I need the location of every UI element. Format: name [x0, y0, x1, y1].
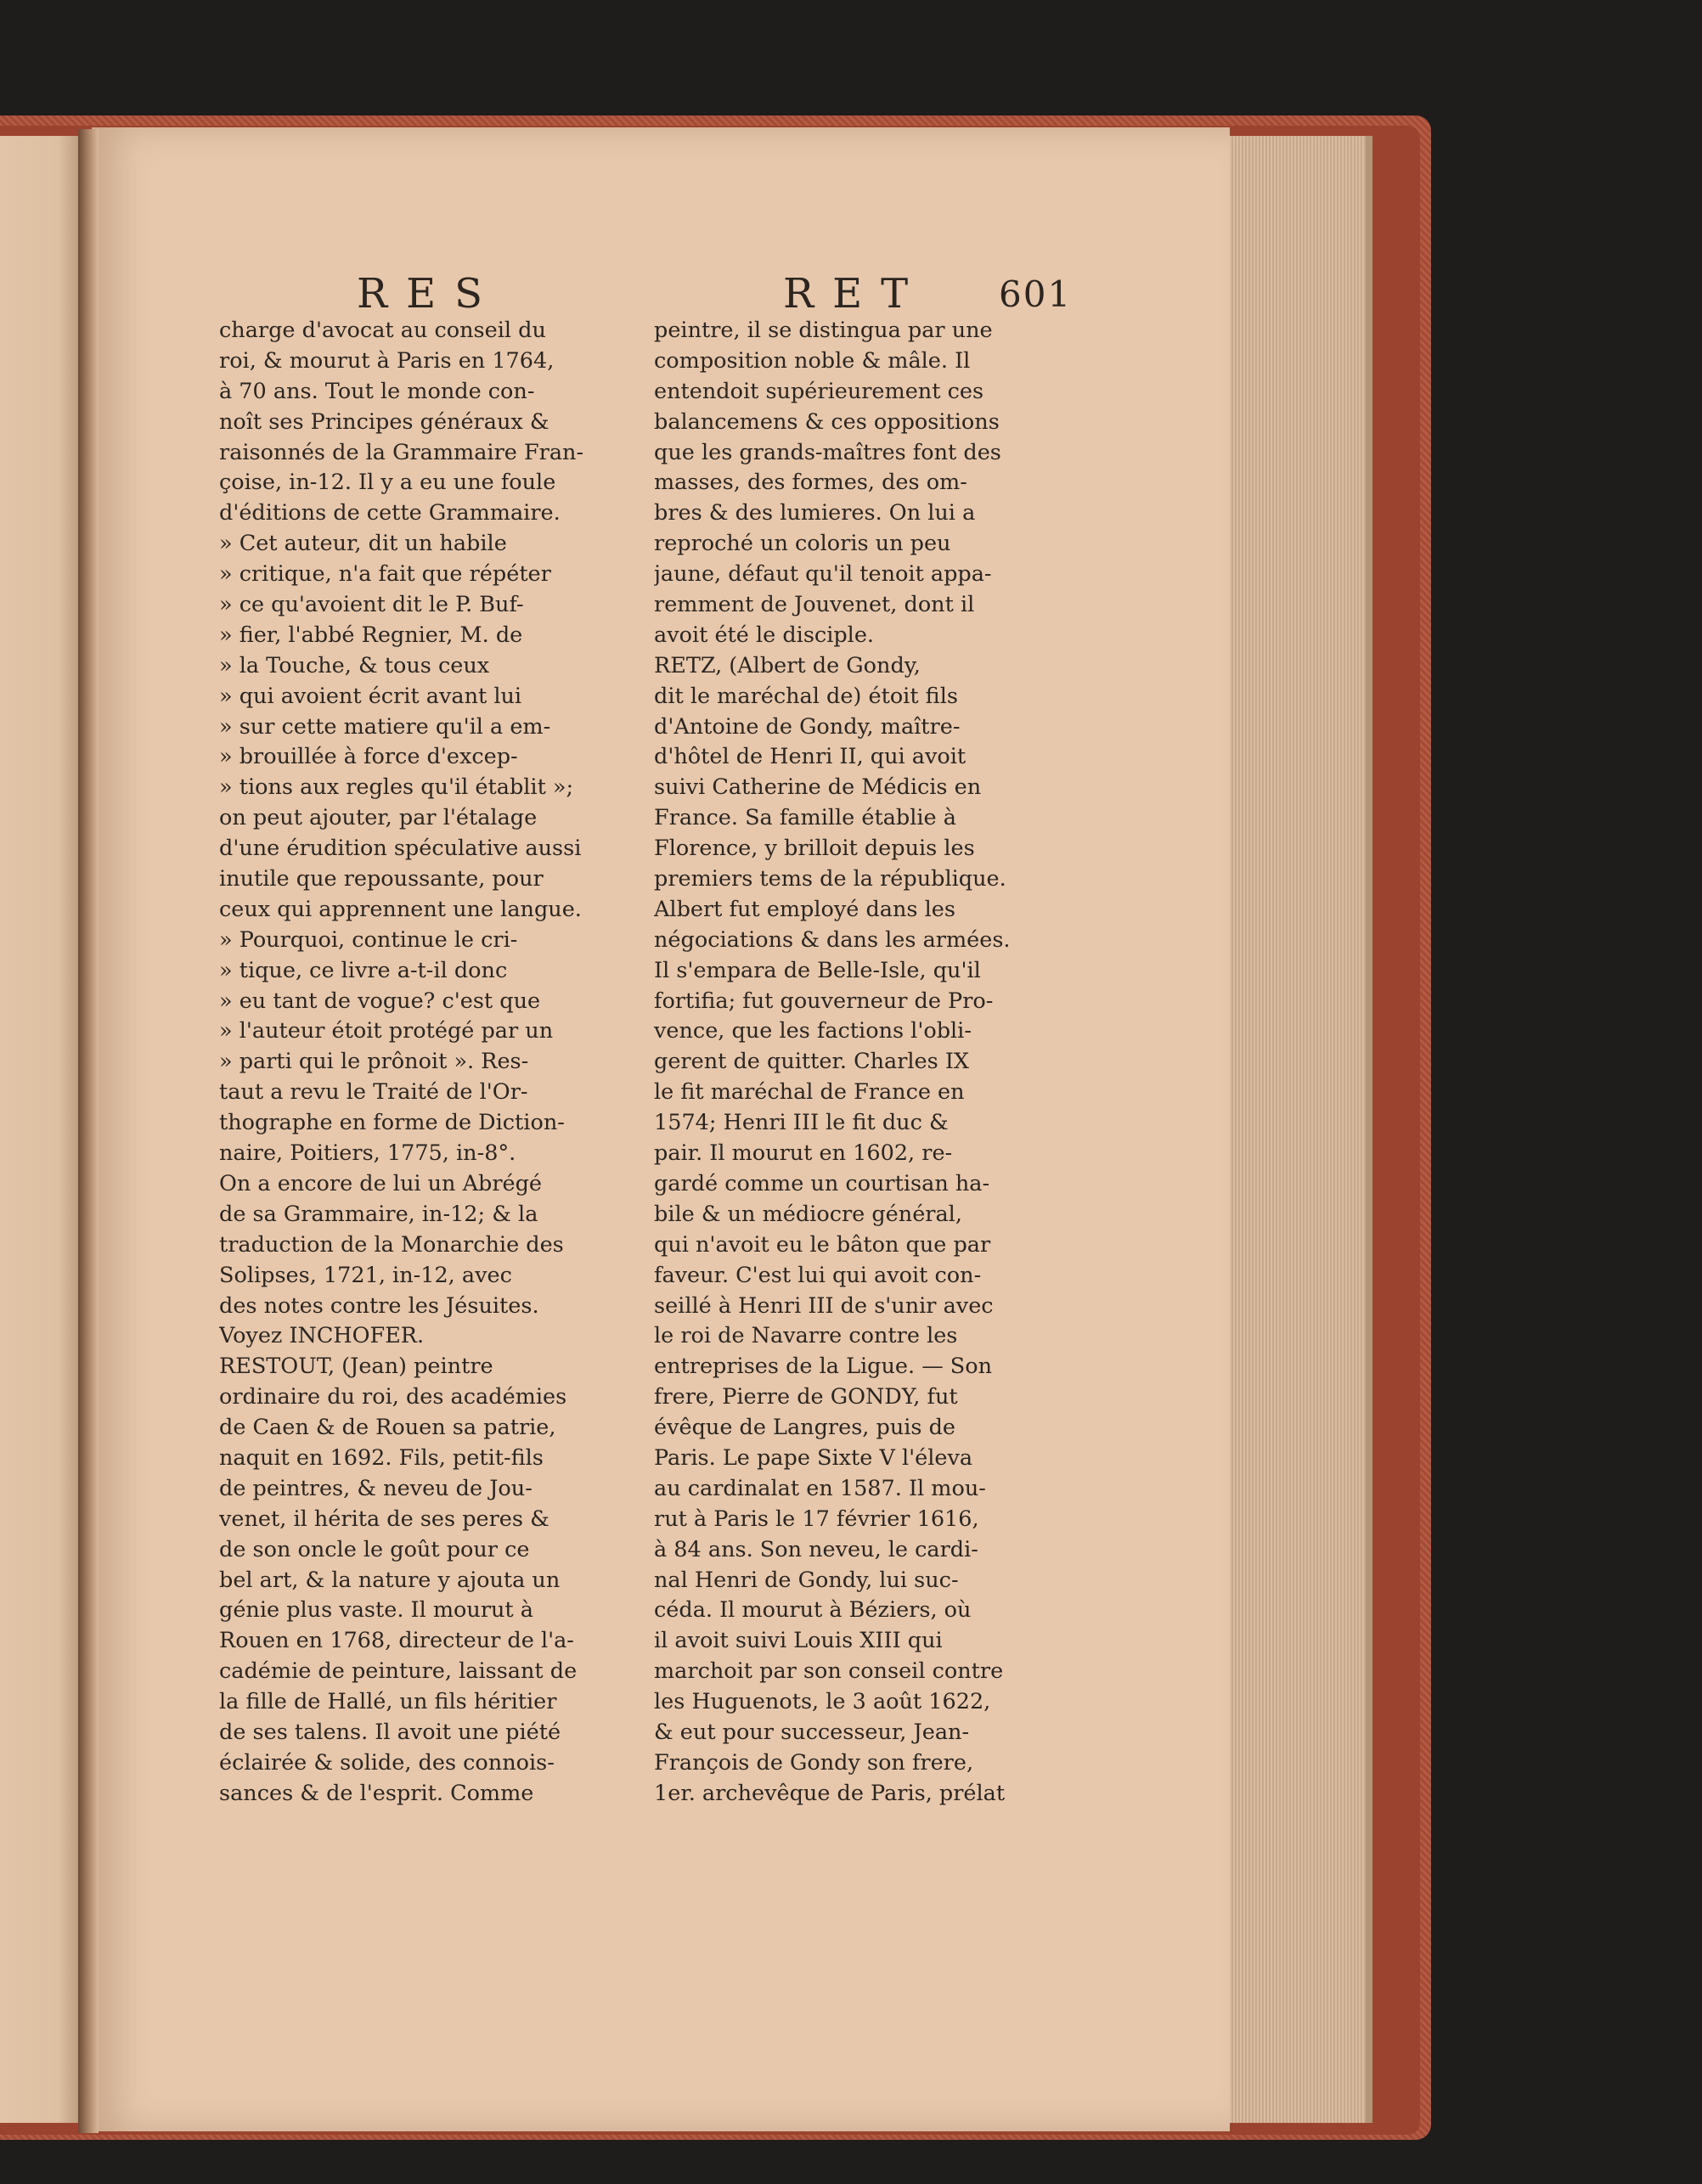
text-line: raisonnés de la Grammaire Fran-	[219, 439, 584, 465]
text-line: naire, Poitiers, 1775, in-8°.	[219, 1140, 516, 1167]
text-line: céda. Il mourut à Béziers, où	[654, 1597, 972, 1624]
text-line: Florence, y brilloit depuis les	[654, 836, 975, 862]
right-text-column	[654, 316, 1070, 1810]
text-line: à 84 ans. Son neveu, le cardi-	[654, 1536, 978, 1562]
text-line: rut à Paris le 17 février 1616,	[654, 1506, 979, 1532]
text-line: cadémie de peinture, laissant de	[219, 1658, 578, 1685]
left-page-edge	[0, 136, 83, 2123]
text-line: » critique, n'a fait que répéter	[219, 561, 551, 588]
left-text-column	[219, 316, 644, 1810]
text-line: bel art, & la nature y ajouta un	[219, 1567, 561, 1593]
text-line: » fier, l'abbé Regnier, M. de	[219, 622, 523, 648]
text-line: » ce qu'avoient dit le P. Buf-	[219, 592, 524, 618]
text-line: de peintres, & neveu de Jou-	[219, 1475, 533, 1501]
text-line: On a encore de lui un Abrégé	[219, 1170, 543, 1196]
text-line: fortifia; fut gouverneur de Pro-	[654, 988, 994, 1014]
text-line: négociations & dans les armées.	[654, 926, 1011, 953]
text-line: charge d'avocat au conseil du	[219, 318, 546, 343]
text-line: 1er. archevêque de Paris, prélat	[654, 1780, 1006, 1806]
text-line: » brouillée à force d'excep-	[219, 744, 518, 770]
text-line: faveur. C'est lui qui avoit con-	[654, 1262, 982, 1288]
text-line: entreprises de la Ligue. — Son	[654, 1354, 993, 1380]
text-line: les Huguenots, le 3 août 1622,	[654, 1689, 991, 1715]
text-line: nal Henri de Gondy, lui suc-	[654, 1567, 959, 1593]
text-line: France. Sa famille établie à	[654, 805, 956, 831]
text-line: Voyez INCHOFER.	[219, 1323, 425, 1349]
page-number: 601	[999, 273, 1073, 315]
text-line: & eut pour successeur, Jean-	[654, 1719, 970, 1745]
running-head-right: RET	[783, 270, 927, 318]
text-line: d'une érudition spéculative aussi	[219, 836, 582, 862]
text-line: jaune, défaut qu'il tenoit appa-	[654, 561, 992, 588]
text-line: que les grands-maîtres font des	[654, 439, 1001, 465]
text-line: balancemens & ces oppositions	[654, 408, 1000, 435]
text-line: » sur cette matiere qu'il a em-	[219, 713, 551, 740]
text-line: frere, Pierre de GONDY, fut	[654, 1384, 958, 1410]
text-line: gardé comme un courtisan ha-	[654, 1170, 990, 1196]
text-line: pair. Il mourut en 1602, re-	[654, 1140, 953, 1167]
text-line: d'hôtel de Henri II, qui avoit	[654, 744, 967, 770]
text-line: » qui avoient écrit avant lui	[219, 683, 522, 709]
text-line: génie plus vaste. Il mourut à	[219, 1597, 533, 1624]
text-line: masses, des formes, des om-	[654, 470, 967, 496]
text-line: noît ses Principes généraux &	[219, 408, 549, 435]
text-line: la fille de Hallé, un fils héritier	[219, 1689, 557, 1715]
text-line: RESTOUT, (Jean) peintre	[219, 1354, 493, 1380]
text-line: Solipses, 1721, in-12, avec	[219, 1262, 512, 1288]
text-line: vence, que les factions l'obli-	[654, 1018, 972, 1044]
text-line: premiers tems de la république.	[654, 866, 1006, 892]
text-line: reproché un coloris un peu	[654, 531, 951, 557]
running-head-left: RES	[357, 270, 502, 318]
text-line: remment de Jouvenet, dont il	[654, 592, 975, 618]
text-line: il avoit suivi Louis XIII qui	[654, 1628, 943, 1654]
text-line: à 70 ans. Tout le monde con-	[219, 378, 535, 404]
text-line: d'Antoine de Gondy, maître-	[654, 713, 961, 740]
text-line: RETZ, (Albert de Gondy,	[654, 652, 921, 678]
text-line: d'éditions de cette Grammaire.	[219, 500, 561, 526]
text-line: roi, & mourut à Paris en 1764,	[219, 347, 555, 374]
text-line: marchoit par son conseil contre	[654, 1658, 1004, 1685]
book-gutter	[78, 129, 99, 2133]
text-line: inutile que repoussante, pour	[219, 866, 544, 892]
text-line: » Pourquoi, continue le cri-	[219, 926, 518, 953]
text-line: ordinaire du roi, des académies	[219, 1384, 567, 1410]
text-line: de ses talens. Il avoit une piété	[219, 1719, 561, 1745]
text-line: » parti qui le prônoit ». Res-	[219, 1049, 529, 1075]
text-line: » Cet auteur, dit un habile	[219, 531, 507, 557]
text-line: François de Gondy son frere,	[654, 1749, 974, 1776]
text-line: évêque de Langres, puis de	[654, 1415, 956, 1441]
text-line: Paris. Le pape Sixte V l'éleva	[654, 1444, 973, 1471]
text-line: le roi de Navarre contre les	[654, 1323, 958, 1349]
text-line: » tions aux regles qu'il établit »;	[219, 774, 574, 801]
fore-edge-page-block	[1230, 136, 1372, 2123]
text-line: taut a revu le Traité de l'Or-	[219, 1079, 528, 1106]
text-line: çoise, in-12. Il y a eu une foule	[219, 470, 556, 496]
text-line: peintre, il se distingua par une	[654, 318, 993, 343]
text-line: 1574; Henri III le fit duc &	[654, 1110, 949, 1136]
text-line: sances & de l'esprit. Comme	[219, 1780, 534, 1806]
text-line: au cardinalat en 1587. Il mou-	[654, 1475, 986, 1501]
text-line: éclairée & solide, des connois-	[219, 1749, 555, 1776]
text-line: traduction de la Monarchie des	[219, 1231, 564, 1258]
text-line: qui n'avoit eu le bâton que par	[654, 1231, 991, 1258]
text-line: Rouen en 1768, directeur de l'a-	[219, 1628, 574, 1654]
text-line: gerent de quitter. Charles IX	[654, 1049, 970, 1075]
text-line: seillé à Henri III de s'unir avec	[654, 1292, 994, 1319]
text-line: » eu tant de vogue? c'est que	[219, 988, 541, 1014]
text-line: bile & un médiocre général,	[654, 1201, 962, 1227]
text-line: ceux qui apprennent une langue.	[219, 896, 582, 922]
text-line: bres & des lumieres. On lui a	[654, 500, 976, 526]
text-line: entendoit supérieurement ces	[654, 378, 984, 404]
text-line: le fit maréchal de France en	[654, 1079, 965, 1106]
text-line: naquit en 1692. Fils, petit-fils	[219, 1444, 544, 1471]
text-line: dit le maréchal de) étoit fils	[654, 683, 958, 709]
text-line: » la Touche, & tous ceux	[219, 652, 490, 678]
text-line: de son oncle le goût pour ce	[219, 1536, 530, 1562]
text-line: suivi Catherine de Médicis en	[654, 774, 982, 801]
text-line: thographe en forme de Diction-	[219, 1110, 565, 1136]
text-line: » l'auteur étoit protégé par un	[219, 1018, 554, 1044]
text-line: Albert fut employé dans les	[654, 896, 955, 922]
text-line: Il s'empara de Belle-Isle, qu'il	[654, 957, 981, 983]
text-line: composition noble & mâle. Il	[654, 347, 971, 374]
text-line: de Caen & de Rouen sa patrie,	[219, 1415, 556, 1441]
text-line: venet, il hérita de ses peres &	[219, 1506, 549, 1532]
text-line: des notes contre les Jésuites.	[219, 1292, 539, 1319]
text-line: de sa Grammaire, in-12; & la	[219, 1201, 538, 1227]
text-line: on peut ajouter, par l'étalage	[219, 805, 538, 831]
text-line: avoit été le disciple.	[654, 622, 875, 648]
text-line: » tique, ce livre a-t-il donc	[219, 957, 508, 983]
